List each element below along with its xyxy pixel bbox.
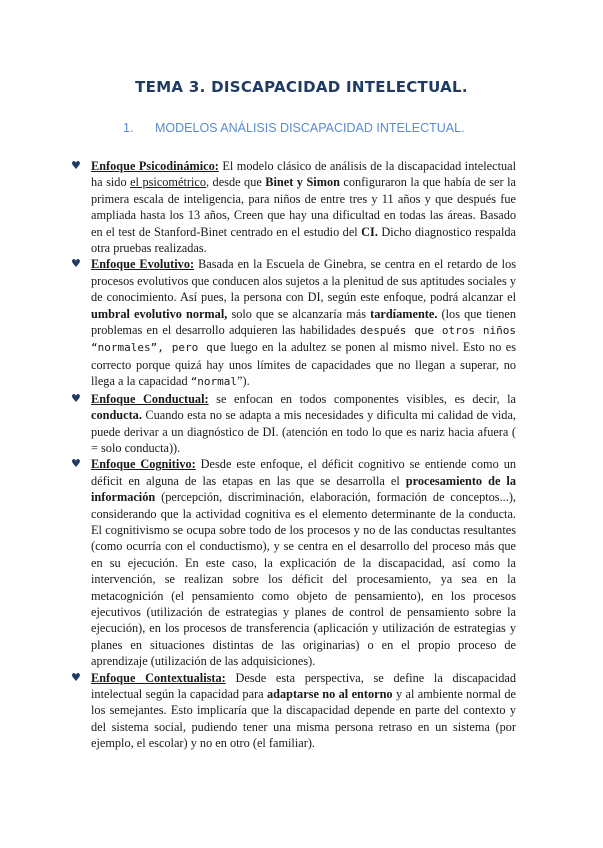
item-heading: Enfoque Evolutivo: — [91, 257, 195, 272]
section-heading — [123, 121, 465, 135]
item-text: Dicho diagnostico respalda otra pruebas realizadas. — [91, 224, 516, 256]
item-text: Cuando esta no se adapta a mis necesidades y dificulta mi calidad de vida, puede derivar a un diagnóstico de DI. (atención en todo lo que es nariz hacia afuera ( = solo conducta)). — [91, 408, 516, 455]
section-label: MODELOS ANÁLISIS DISCAPACIDAD INTELECTUAL. — [155, 121, 465, 135]
list-item-contextualista — [60, 670, 516, 752]
list-item-evolutivo — [60, 256, 516, 390]
item-heading: Enfoque Contextualista: — [91, 670, 226, 685]
list-item-conductual — [60, 391, 516, 457]
item-text: luego en la adultez se ponen al mismo nivel. Esto no es correcto porque quizá hay unos límites de capacidades que no llegan a superar, no llega a la capacidad — [91, 340, 517, 389]
item-text: , desde que — [205, 175, 266, 190]
heart-bullet-icon: ♥ — [71, 670, 81, 684]
item-text: ”). — [237, 374, 250, 389]
item-text: El modelo clásico de análisis de la discapacidad intelectual ha sido — [91, 159, 517, 190]
item-handwritten: después que otros niños “normales”, pero que — [91, 324, 516, 355]
item-bold: Binet y Simon — [265, 175, 340, 190]
heart-bullet-icon: ♥ — [71, 159, 81, 172]
item-text: Basada en la Escuela de Ginebra, se centra en el retardo de los procesos evolutivos que conducen alos sujetos a la plenitud de sus aptitudes sociales y de conocimiento. Así pues, la persona con DI, según este enfoque, podrá alcanzar el — [91, 257, 516, 305]
item-bold: adaptarse no al entorno — [266, 687, 393, 701]
bullet-list — [60, 158, 516, 752]
item-text: se enfocan en todos componentes visibles, es decir, la — [208, 391, 516, 406]
heart-bullet-icon: ♥ — [71, 457, 81, 471]
item-text: y al ambiente normal de los semejantes. Esto implicaría que la discapacidad depende en parte del contexto y del sistema social, pudiendo tener una misma persona retraso en un sistema (por ejemplo, el escolar) y no en otro (el familiar). — [91, 687, 516, 751]
heart-bullet-icon: ♥ — [71, 257, 81, 271]
item-bold: umbral evolutivo normal, — [91, 306, 228, 321]
item-bold: conducta. — [91, 408, 142, 423]
item-bold: CI. — [361, 224, 378, 239]
item-bold: procesamiento de la información — [91, 473, 516, 505]
item-heading: Enfoque Cognitivo: — [91, 457, 196, 472]
item-text: (percepción, discriminación, elaboración, formación de conceptos...), considerando que la actividad cognitiva es el elemento determinante de la conducta. El cognitivismo se ocupa sobre todo de los procesos y no de las conductas resultantes (como ocurría con el conductismo), y se centra en el desarrollo del proceso más que en su ejecución. En este caso, la explicación de la discapacidad, así como la intervención, se realizan sobre los déficit del procesamiento, ya sea en la metacognición (el pensamiento como objeto de pensamiento), en los procesos ejecutivos (utilización de estrategias y planes de control de pensamiento sobre la ejecución), en los procesos de transferencia (aplicación y utilización de estrategias y planes en situaciones distintas de las originarias) o en el propio proceso de aprendizaje (utilización de las adquisiciones). — [91, 490, 516, 669]
page-title: TEMA 3. DISCAPACIDAD INTELECTUAL. — [135, 78, 468, 96]
list-item-cognitivo — [60, 456, 516, 669]
item-heading: Enfoque Conductual: — [91, 391, 209, 406]
item-underlined: el psicométrico — [130, 175, 206, 190]
item-handwritten: “normal — [190, 375, 238, 389]
section-number: 1. — [123, 121, 134, 135]
item-text: Desde esta perspectiva, se define la discapacidad intelectual según la capacidad para — [91, 670, 516, 701]
item-heading: Enfoque Psicodinámico: — [91, 159, 219, 173]
item-text: configuraron la que había de ser la primera escala de inteligencia, para niños de entre tres y 11 años y que después fue ampliada hasta los 13 años, Creen que hay una dificultad en todas las áreas. Basado en el test de Stanford-Binet centrado en el estudio del — [91, 175, 516, 239]
item-text: Desde este enfoque, el déficit cognitivo se entiende como un déficit en alguna de las etapas en las que se desarrolla el — [91, 457, 516, 488]
heart-bullet-icon: ♥ — [71, 391, 81, 405]
list-item-psicodinamico — [60, 158, 516, 256]
item-text: solo que se alcanzaría más — [227, 306, 371, 321]
item-bold: tardíamente. — [370, 306, 438, 321]
item-text: (los que tienen problemas en el desarrollo adquieren las habilidades — [91, 306, 517, 338]
